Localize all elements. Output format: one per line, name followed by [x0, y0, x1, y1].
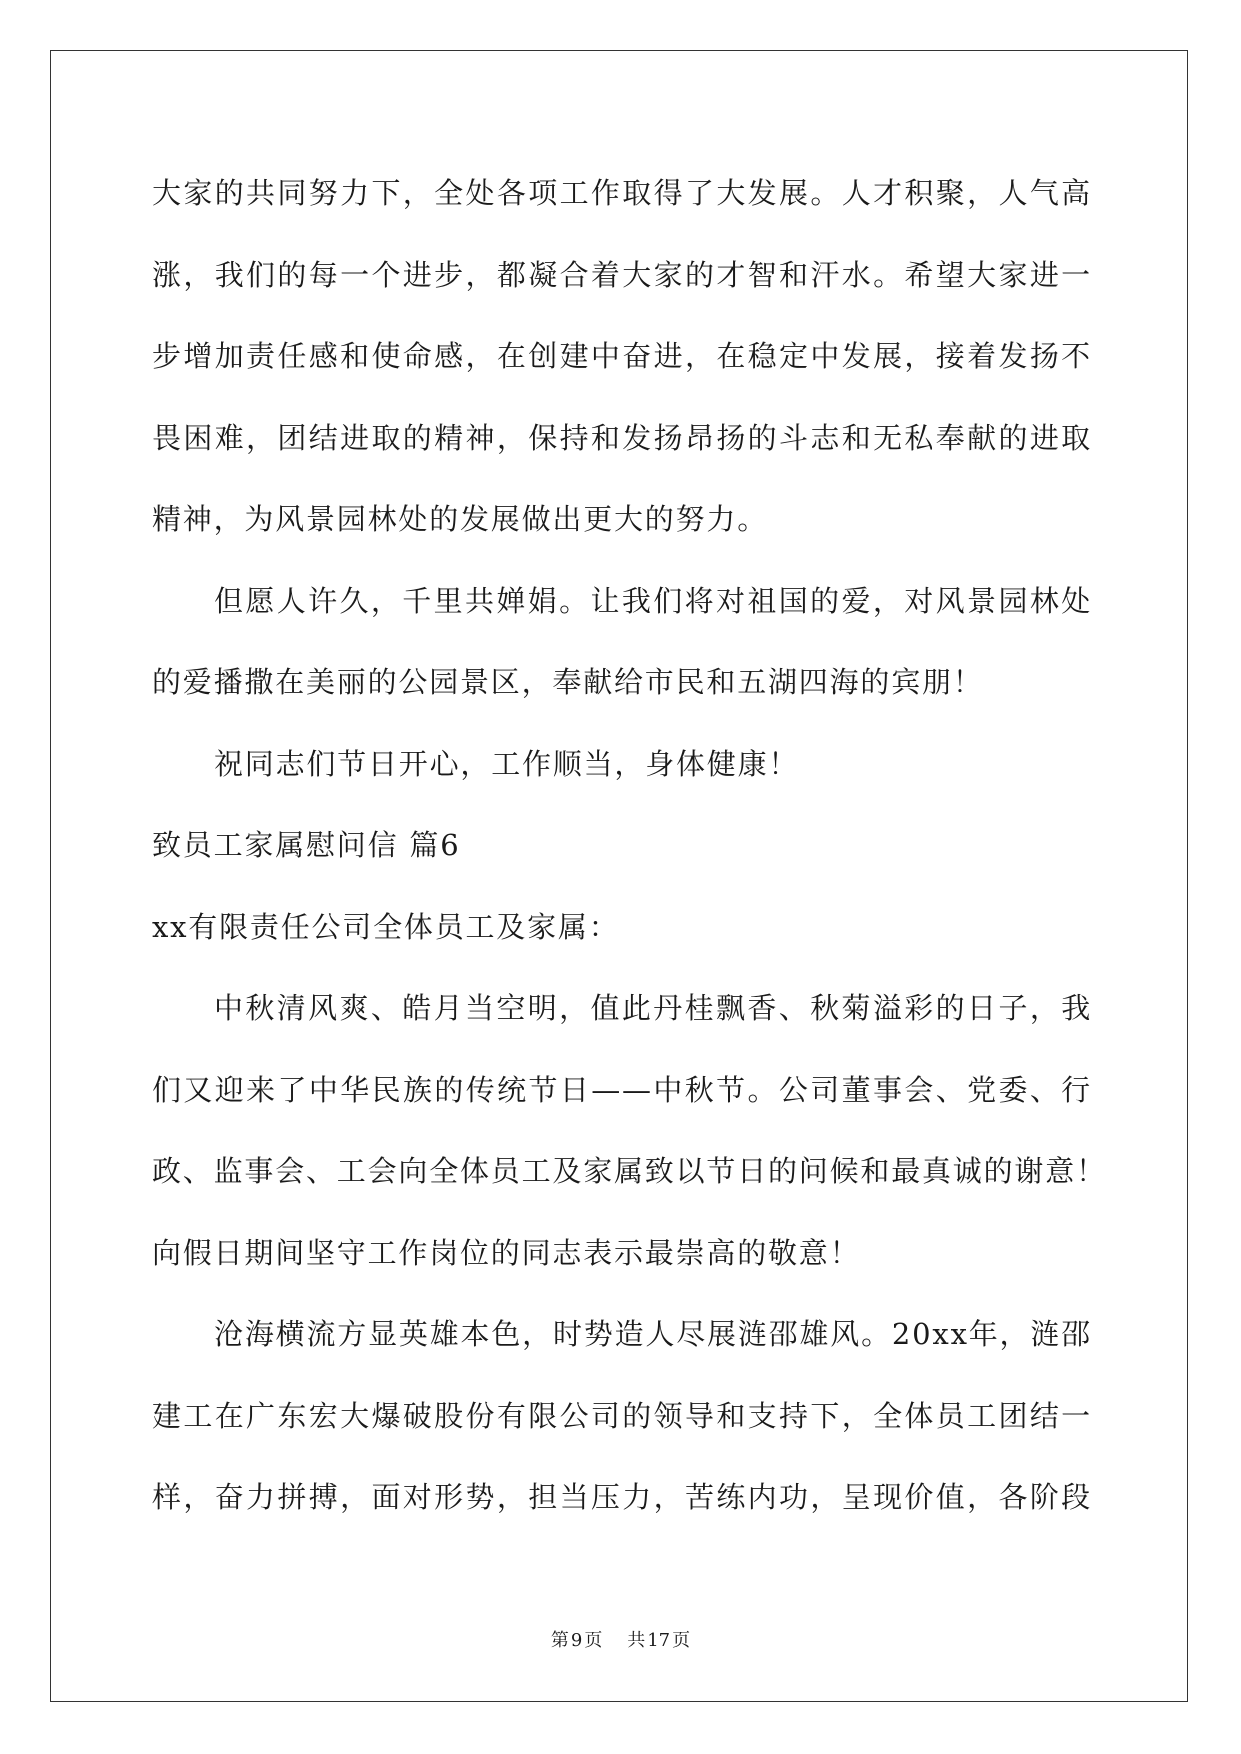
page-label-suffix: 页 — [584, 1630, 603, 1651]
text-line: 畏困难，团结进取的精神，保持和发扬昂扬的斗志和无私奉献的进取 — [152, 420, 1092, 455]
text-line: 政、监事会、工会向全体员工及家属致以节日的问候和最真诚的谢意！ — [152, 1154, 1107, 1188]
text-line: 中秋清风爽、皓月当空明，值此丹桂飘香、秋菊溢彩的日子，我 — [214, 991, 1092, 1025]
text-line: 步增加责任感和使命感，在创建中奋进，在稳定中发展，接着发扬不 — [152, 339, 1092, 373]
text-line: 建工在广东宏大爆破股份有限公司的领导和支持下，全体员工团结一 — [152, 1398, 1092, 1433]
text-line: 沧海横流方显英雄本色，时势造人尽展涟邵雄风。20xx年，涟邵 — [214, 1317, 1092, 1351]
total-pages: 17 — [647, 1630, 671, 1651]
text-line: 涨，我们的每一个进步，都凝合着大家的才智和汗水。希望大家进一 — [152, 257, 1092, 292]
text-line: 精神，为风景园林处的发展做出更大的努力。 — [152, 502, 769, 536]
text-line: 祝同志们节日开心，工作顺当，身体健康！ — [214, 746, 800, 781]
page-footer — [0, 1626, 1241, 1652]
text-line: 的爱播撒在美丽的公园景区，奉献给市民和五湖四海的宾朋！ — [152, 665, 984, 699]
text-line: 们又迎来了中华民族的传统节日——中秋节。公司董事会、党委、行 — [152, 1072, 1092, 1107]
page-number: 9 — [570, 1630, 583, 1651]
total-suffix: 页 — [672, 1630, 691, 1651]
text-line: xx有限责任公司全体员工及家属： — [152, 909, 620, 944]
text-line: 大家的共同努力下，全处各项工作取得了大发展。人才积聚，人气高 — [152, 176, 1092, 210]
text-line: 但愿人许久，千里共婵娟。让我们将对祖国的爱，对风景园林处 — [214, 583, 1092, 618]
total-prefix: 共 — [627, 1630, 646, 1651]
document-body — [152, 164, 1107, 1550]
text-line: 致员工家属慰问信 篇6 — [152, 828, 461, 862]
page-label-prefix: 第 — [550, 1630, 569, 1651]
text-line: 向假日期间坚守工作岗位的同志表示最崇高的敬意！ — [152, 1235, 861, 1270]
text-line: 样，奋力拼搏，面对形势，担当压力，苦练内功，呈现价值，各阶段 — [152, 1480, 1092, 1514]
